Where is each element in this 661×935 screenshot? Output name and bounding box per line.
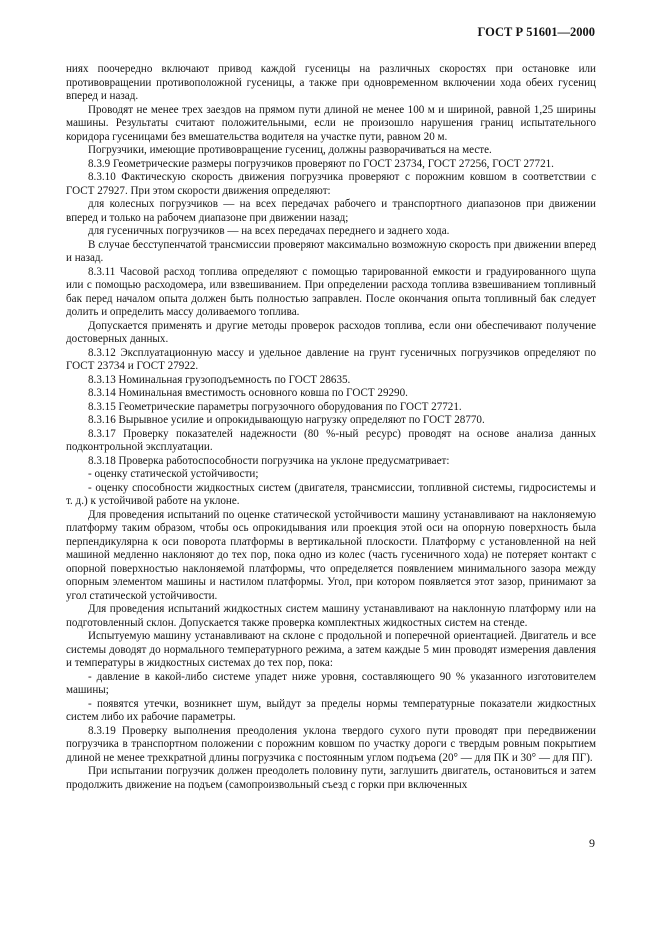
list-item: - появятся утечки, возникнет шум, выйдут за пределы нормы температурные показатели жидкостных систем либо их рабочие параметры. <box>66 697 596 723</box>
clause-8-3-10: 8.3.10 Фактическую скорость движения погрузчика проверяют с порожним ковшом в соответствии с ГОСТ 27927. При этом скорости движения определяют: <box>66 171 596 197</box>
list-item: - давление в какой-либо системе упадет ниже уровня, составляющего 90 % указанного изготовителем машины; <box>66 670 596 696</box>
document-header: ГОСТ Р 51601—2000 <box>477 25 595 39</box>
paragraph: При испытании погрузчик должен преодолеть половину пути, заглушить двигатель, остановиться и затем продолжить движение на подъем (самопроизвольный съезд с горки при включенных <box>66 765 596 791</box>
clause-8-3-9: 8.3.9 Геометрические размеры погрузчиков проверяют по ГОСТ 23734, ГОСТ 27256, ГОСТ 27721. <box>88 157 554 170</box>
clause-8-3-11: 8.3.11 Часовой расход топлива определяют с помощью тарированной емкости и градуированного щупа или с помощью расходомера, или взвешиванием. При определении расхода топлива взвешиванием топливный бак перед началом опыта должен быть полностью заправлен. После окончания опыта топливный бак следует долить и определить массу доливаемого топлива. <box>66 265 596 318</box>
clause-8-3-19: 8.3.19 Проверку выполнения преодоления уклона твердого сухого пути проводят при передвижении погрузчика в транспортном положении с порожним ковшом по участку дороги с твердым ровным покрытием длиной не менее трехкратной длины погрузчика с постоянным углом подъема (20° — для ПК и 30° — для ПГ). <box>66 724 596 764</box>
document-body <box>66 63 596 792</box>
paragraph-continuation: ниях поочередно включают привод каждой гусеницы на различных скоростях при остановке или противовращении противоположной гусеницы, а также при одновременном включении хода обеих гусениц вперед и назад. <box>66 63 596 102</box>
list-item: - оценку способности жидкостных систем (двигателя, трансмиссии, топливной системы, гидросистемы и т. д.) к устойчивой работе на уклоне. <box>66 481 596 507</box>
clause-8-3-16: 8.3.16 Вырывное усилие и опрокидывающую нагрузку определяют по ГОСТ 28770. <box>88 414 485 426</box>
paragraph: Допускается применять и другие методы проверок расходов топлива, если они обеспечивают получение достоверных данных. <box>66 319 596 345</box>
paragraph: для гусеничных погрузчиков — на всех передачах переднего и заднего хода. <box>88 225 450 237</box>
clause-8-3-14: 8.3.14 Номинальная вместимость основного ковша по ГОСТ 29290. <box>88 387 408 399</box>
paragraph: Погрузчики, имеющие противовращение гусениц, должны разворачиваться на месте. <box>88 144 492 156</box>
paragraph: В случае бесступенчатой трансмиссии проверяют максимально возможную скорость при движении вперед и назад. <box>66 238 596 264</box>
clause-8-3-13: 8.3.13 Номинальная грузоподъемность по ГОСТ 28635. <box>88 373 351 386</box>
clause-8-3-12: 8.3.12 Эксплуатационную массу и удельное давление на грунт гусеничных погрузчиков определяют по ГОСТ 23734 и ГОСТ 27922. <box>66 346 596 372</box>
paragraph: для колесных погрузчиков — на всех передачах рабочего и транспортного диапазонов при движении вперед и только на рабочем диапазоне при движении назад; <box>66 198 596 224</box>
paragraph: Испытуемую машину устанавливают на склоне с продольной и поперечной ориентацией. Двигатель и все системы доводят до нормального температурного режима, а затем каждые 5 мин проводят измерения давления и температуры в жидкостных системах до тех пор, пока: <box>66 630 596 669</box>
paragraph: Для проведения испытаний по оценке статической устойчивости машину устанавливают на наклоняемую платформу таким образом, чтобы ось опрокидывания или проекция этой оси на опорную поверхность была перпендикулярна к оси поворота платформы в вертикальной плоскости. Платформу с установленной на ней машиной медленно наклоняют до тех пор, пока одно из колес (часть гусеничного хода) не потеряет контакт с опорной поверхностью наклоняемой платформы, что определяется появлением минимального зазора между опорным элементом машины и настилом платформы. Угол, при котором появляется этот зазор, принимают за угол статической устойчивости. <box>66 508 596 602</box>
list-item: - оценку статической устойчивости; <box>88 468 259 480</box>
clause-8-3-17: 8.3.17 Проверку показателей надежности (80 %-ный ресурс) проводят на основе анализа данных подконтрольной эксплуатации. <box>66 427 596 453</box>
clause-8-3-15: 8.3.15 Геометрические параметры погрузочного оборудования по ГОСТ 27721. <box>88 400 462 413</box>
page-number: 9 <box>589 836 595 850</box>
clause-8-3-18: 8.3.18 Проверка работоспособности погрузчика на уклоне предусматривает: <box>88 454 450 467</box>
paragraph: Для проведения испытаний жидкостных систем машину устанавливают на наклонную платформу или на подготовленный склон. Допускается также проверка комплектных жидкостных систем на стенде. <box>66 603 596 629</box>
paragraph: Проводят не менее трех заездов на прямом пути длиной не менее 100 м и шириной, равной 1,25 ширины машины. Результаты считают положительными, если не произошло нарушения границ испытательного коридора гусеницами без вмешательства водителя на участке пути, равном 20 м. <box>66 103 596 143</box>
